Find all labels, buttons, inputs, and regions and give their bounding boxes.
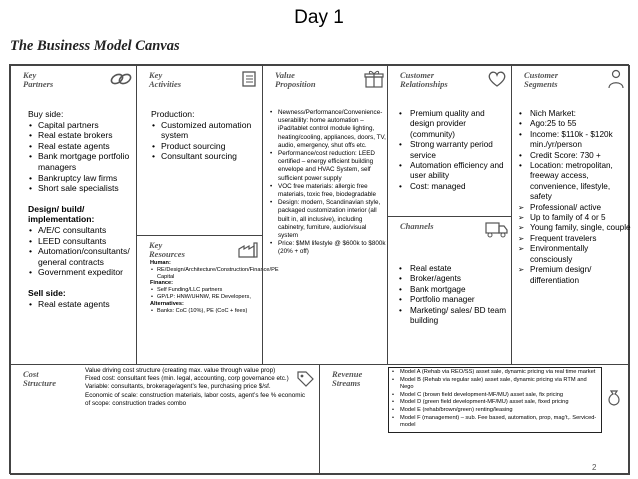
revenue-streams-content <box>388 367 602 433</box>
list-item: • Bank mortgage <box>398 285 511 295</box>
list-item: ➢ Environmentally consciously <box>518 244 631 265</box>
list-item: • Model C (brown field development-MF/MU) asset sale, fix pricing <box>391 392 598 400</box>
customer-relationships-content <box>398 109 511 192</box>
cost-structure-content <box>85 367 309 408</box>
list-item: • Cost: managed <box>398 182 511 192</box>
value-proposition-header: Value Proposition <box>275 70 316 89</box>
list-item: • Short sale specialists <box>28 183 138 194</box>
business-model-canvas <box>9 64 629 474</box>
list-item: • Model F (management) – sub. Fee based, automation, prop, mag’t,. Serviced-model <box>391 415 598 430</box>
list-item: • Ago:25 to 55 <box>518 119 631 129</box>
customer-segments-content <box>518 109 631 286</box>
list-item: • Model A (Rehab via REO/SS) asset sale, dynamic pricing via real time market <box>391 369 598 377</box>
list-item: • Performance/cost reduction: LEED certified – energy efficient building envelope and HVAC System, self sufficient power supply <box>269 150 387 183</box>
sell-side-label: Sell side: <box>28 287 66 298</box>
value-proposition-block <box>262 65 388 365</box>
list-item: ➢ Up to family of 4 or 5 <box>518 213 631 223</box>
text-line: Value driving cost structure (creating max. value through value prop) <box>85 367 276 374</box>
customer-relationships-block <box>387 65 512 217</box>
list-item: • Customized automation system <box>151 120 263 141</box>
list-item: • Capital partners <box>28 120 138 131</box>
list-item: • Price: $MM lifestyle @ $600k to $800k (20% + off) <box>269 240 387 256</box>
person-icon <box>606 69 626 89</box>
text-line: Economic of scale: construction materials, labor costs, agent’s fee % economic of scope: construction trades combo <box>85 391 306 407</box>
customer-relationships-header: Customer Relationships <box>400 70 448 89</box>
value-proposition-content <box>269 109 387 257</box>
text-line: Fixed cost: consultant fees (min. legal, accounting, corp governance etc.) <box>85 375 289 383</box>
list-item: • Income: $110k - $120k min./yr/person <box>518 130 631 151</box>
channels-block <box>387 216 512 365</box>
list-item: • Location: metropolitan, freeway access, convenience, lifestyle, safety <box>518 161 631 203</box>
cost-structure-block <box>10 364 320 475</box>
finance-label: Finance: <box>150 280 174 287</box>
key-partners-block <box>10 65 137 365</box>
key-resources-content <box>150 260 279 314</box>
list-item: • Consultant sourcing <box>151 151 263 162</box>
list-item: • Design: modern, Scandinavian style, packaged customization interior (all built in, all inclusive), including cabinetry, furniture, audio/visual system <box>269 199 387 240</box>
revenue-streams-block <box>319 364 630 475</box>
list-item: • Model B (Rehab via regular sale) asset sale, dynamic pricing via RTM and Nego <box>391 377 598 392</box>
alternatives-label: Alternatives: <box>150 300 184 307</box>
list-item: • RE/Design/Architecture/Construction/Finance/PE Capital <box>150 267 262 281</box>
gift-icon <box>363 69 385 89</box>
list-item: • Marketing/ sales/ BD team building <box>398 306 511 327</box>
key-activities-block <box>136 65 263 236</box>
list-item: • Broker/agents <box>398 274 511 284</box>
list-item: • LEED consultants <box>28 236 138 247</box>
factory-icon <box>237 241 259 259</box>
list-item: • Credit Score: 730 + <box>518 151 631 161</box>
design-build-label: Design/ build/ implementation: <box>28 203 95 225</box>
list-item: ➢ Professional/ active <box>518 203 631 213</box>
page-number: 2 <box>592 463 597 472</box>
cost-structure-header: Cost Structure <box>23 369 57 388</box>
list-item: • Banks: CoC (10%), PE (CoC + fees) <box>150 308 262 315</box>
key-activities-header: Key Activities <box>149 70 182 89</box>
key-resources-block <box>136 235 279 365</box>
list-item: • Product sourcing <box>151 141 263 152</box>
page-title: Day 1 <box>294 7 344 28</box>
list-item: • Bank mortgage portfolio managers <box>28 151 138 172</box>
list-item: • Government expeditor <box>28 267 138 278</box>
heart-icon <box>487 70 507 88</box>
list-item: • Newness/Performance/Convenience-userability: home automation – iPad/tablet control module lighting, heating/cooling, appliances, doors, TV, audio, emergency, shut offs etc. <box>269 109 387 150</box>
list-item: • Model E (rehab/brown/green) renting/leasing <box>391 407 598 415</box>
channels-header: Channels <box>400 221 434 231</box>
channels-content <box>398 264 511 326</box>
list-item: • Premium quality and design provider (community) <box>398 109 511 140</box>
customer-segments-header: Customer Segments <box>524 70 559 89</box>
chain-link-icon <box>109 70 133 88</box>
revenue-streams-header: Revenue Streams <box>332 369 363 388</box>
list-item: • Real estate agents <box>28 299 138 310</box>
list-item: • Strong warranty period service <box>398 140 511 161</box>
checklist-icon <box>240 70 258 88</box>
list-item: • GP/LP: HNW/UHNW, RE Developers, <box>150 294 262 301</box>
key-partners-header: Key Partners <box>23 70 54 89</box>
list-item: • Automation/consultants/ general contracts <box>28 246 138 267</box>
list-item: ➢ Young family, single, couple <box>518 223 631 233</box>
delivery-truck-icon <box>485 220 509 238</box>
customer-segments-block <box>511 65 630 365</box>
list-item: ➢ Premium design/ differentiation <box>518 265 631 286</box>
canvas-title: The Business Model Canvas <box>10 38 180 54</box>
list-item: • A/E/C consultants <box>28 225 138 236</box>
list-item: • Real estate <box>398 264 511 274</box>
list-item: • Portfolio manager <box>398 295 511 305</box>
money-bag-icon <box>604 387 624 407</box>
key-partners-content <box>28 109 138 309</box>
list-item: • Real estate brokers <box>28 130 138 141</box>
key-activities-content <box>151 109 263 162</box>
list-item: • Self Funding/LLC partners <box>150 287 262 294</box>
key-resources-header: Key Resources <box>149 240 185 259</box>
buy-side-label: Buy side: <box>28 109 64 119</box>
list-item: • Automation efficiency and user ability <box>398 161 511 182</box>
list-item: • Nich Market: <box>518 109 631 119</box>
list-item: • Bankruptcy law firms <box>28 173 138 184</box>
production-label: Production: <box>151 109 195 119</box>
human-label: Human: <box>150 260 171 266</box>
list-item: ➢ Frequent travelers <box>518 234 631 244</box>
list-item: • Real estate agents <box>28 141 138 152</box>
list-item: • Model D (green field development-MF/MU) asset sale, fixed pricing <box>391 399 598 407</box>
list-item: • VOC free materials: allergic free materials, toxic free, biodegradable <box>269 183 387 199</box>
text-line: Variable: consultants, brokerage/agent’s fee, purchasing price $/sf. <box>85 383 271 391</box>
